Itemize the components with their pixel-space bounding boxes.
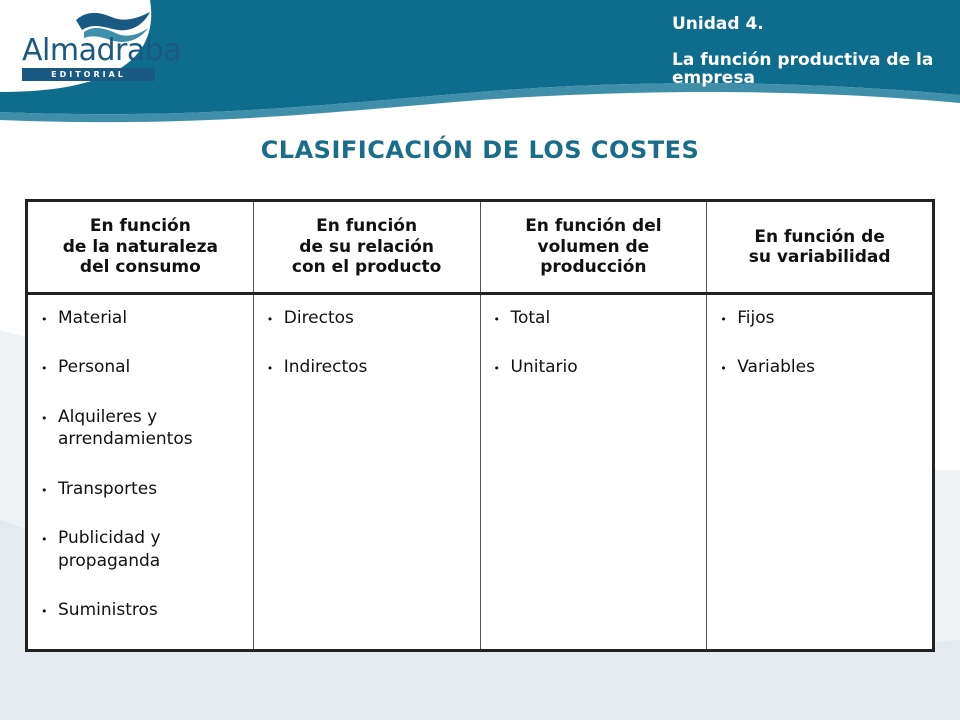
list-item: • Fijos <box>720 307 924 329</box>
column-header-line: En función <box>316 216 418 237</box>
table-header-row <box>27 201 934 294</box>
item-list <box>707 295 932 379</box>
page-title: CLASIFICACIÓN DE LOS COSTES <box>260 136 700 164</box>
cost-classification-table <box>25 199 935 652</box>
logo-tagline: EDITORIAL <box>22 68 155 81</box>
column-header-line: En función <box>89 216 191 237</box>
column-header-line: del consumo <box>79 257 201 278</box>
column-header-line: con el producto <box>291 257 442 278</box>
list-item: • Total <box>494 307 699 329</box>
unit-info <box>672 14 952 88</box>
list-item: • Material <box>41 307 245 329</box>
header-band <box>0 0 960 130</box>
list-item: • Publicidad y propaganda <box>41 527 245 572</box>
column-header-line: En función del <box>525 216 662 237</box>
column-header-variabilidad <box>707 201 934 294</box>
column-header-line: producción <box>540 257 647 278</box>
column-header-relacion <box>253 201 480 294</box>
list-item: • Personal <box>41 356 245 378</box>
column-header-line: volumen de <box>537 236 650 257</box>
almadraba-logo <box>18 8 182 79</box>
table-body-row <box>27 294 934 651</box>
list-item: • Transportes <box>41 478 245 500</box>
unit-subtitle: La función productiva de la empresa <box>672 50 934 89</box>
column-cell-volumen <box>480 294 707 651</box>
column-cell-variabilidad <box>707 294 934 651</box>
column-header-naturaleza <box>27 201 254 294</box>
column-header-volumen <box>480 201 707 294</box>
list-item: • Suministros <box>41 599 245 621</box>
list-item: • Indirectos <box>267 356 472 378</box>
column-cell-relacion <box>253 294 480 651</box>
list-item: • Alquileres y arrendamientos <box>41 406 245 451</box>
item-list <box>481 295 707 379</box>
item-list <box>28 295 253 622</box>
list-item: • Variables <box>720 356 924 378</box>
column-header-line: En función de <box>754 226 885 247</box>
column-header-line: de su relación <box>299 236 434 257</box>
column-header-line: su variabilidad <box>748 247 891 267</box>
list-item: • Unitario <box>494 356 699 378</box>
column-header-line: de la naturaleza <box>62 236 218 257</box>
logo-wordmark: Almadraba <box>22 33 182 68</box>
item-list <box>254 295 480 379</box>
column-cell-naturaleza <box>27 294 254 651</box>
unit-title: Unidad 4. <box>672 14 764 34</box>
list-item: • Directos <box>267 307 472 329</box>
